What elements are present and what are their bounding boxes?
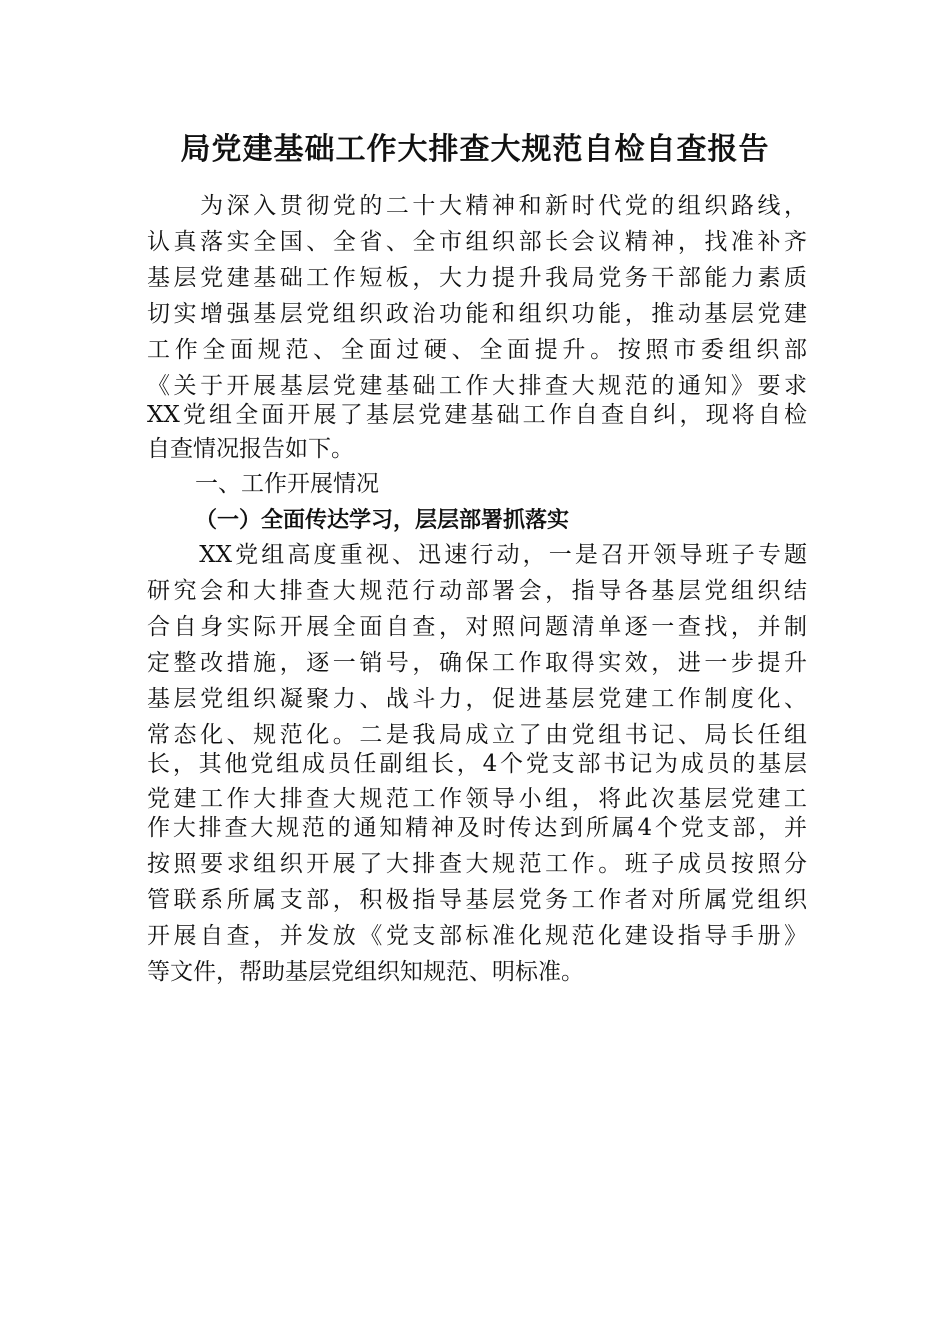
paragraph-line: 工作全面规范、全面过硬、全面提升。按照市委组织部 (147, 337, 807, 363)
paragraph-line: 定整改措施，逐一销号，确保工作取得实效，进一步提升 (147, 650, 807, 676)
paragraph-line: 长，其他党组成员任副组长，4个党支部书记为成员的基层 (147, 751, 807, 777)
paragraph-line: XX党组全面开展了基层党建基础工作自查自纠，现将自检 (147, 402, 807, 428)
paragraph-line: 党建工作大排查大规范工作领导小组，将此次基层党建工 (147, 786, 807, 812)
paragraph-line: 开展自查，并发放《党支部标准化规范化建设指导手册》 (147, 923, 807, 949)
subsection-heading: （一）全面传达学习，层层部署抓落实 (195, 507, 570, 533)
paragraph-line: 自查情况报告如下。 (147, 436, 354, 462)
paragraph-line: 等文件，帮助基层党组织知规范、明标准。 (147, 959, 584, 985)
paragraph-line: 为深入贯彻党的二十大精神和新时代党的组织路线， (147, 193, 807, 219)
paragraph-line: 按照要求组织开展了大排查大规范工作。班子成员按照分 (147, 851, 807, 877)
section-heading: 一、工作开展情况 (195, 471, 379, 497)
paragraph-line: XX党组高度重视、迅速行动，一是召开领导班子专题 (147, 542, 807, 568)
paragraph-line: 作大排查大规范的通知精神及时传达到所属4个党支部，并 (147, 815, 807, 841)
paragraph-line: 《关于开展基层党建基础工作大排查大规范的通知》要求 (147, 373, 807, 399)
paragraph-line: 切实增强基层党组织政治功能和组织功能，推动基层党建 (147, 301, 807, 327)
paragraph-line: 管联系所属支部，积极指导基层党务工作者对所属党组织 (147, 887, 807, 913)
paragraph-line: 合自身实际开展全面自查，对照问题清单逐一查找，并制 (147, 614, 807, 640)
document-title: 局党建基础工作大排查大规范自检自查报告 (180, 132, 770, 167)
paragraph-line: 基层党建基础工作短板，大力提升我局党务干部能力素质 (147, 265, 807, 291)
paragraph-line: 基层党组织凝聚力、战斗力，促进基层党建工作制度化、 (147, 686, 807, 712)
paragraph-line: 研究会和大排查大规范行动部署会，指导各基层党组织结 (147, 578, 807, 604)
paragraph-line: 常态化、规范化。二是我局成立了由党组书记、局长任组 (147, 722, 807, 748)
paragraph-line: 认真落实全国、全省、全市组织部长会议精神，找准补齐 (147, 229, 807, 255)
